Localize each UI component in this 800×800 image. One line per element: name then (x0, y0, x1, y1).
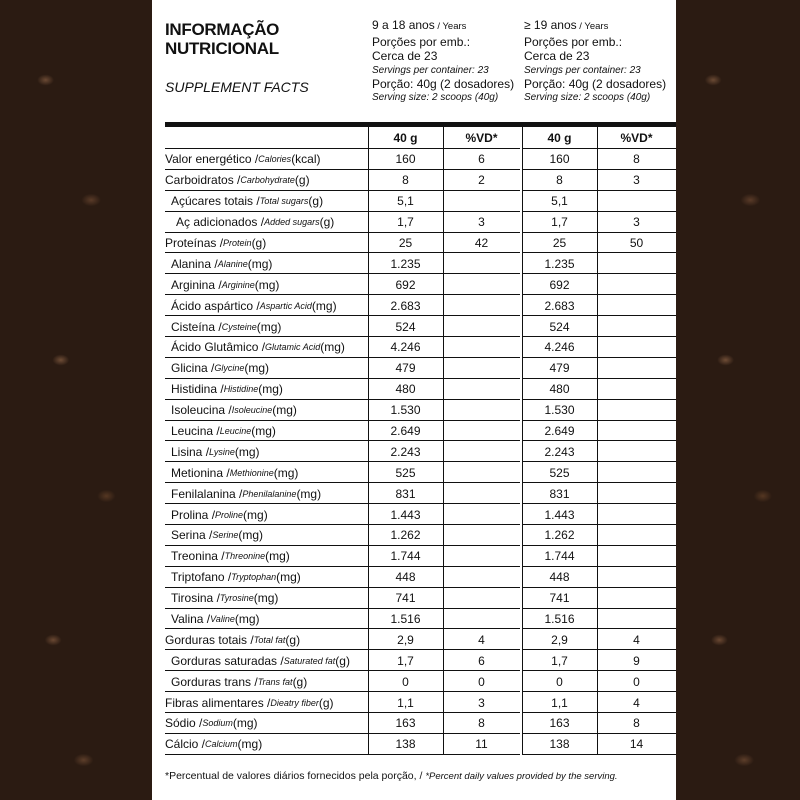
nutrient-name (165, 671, 374, 692)
table-row (165, 483, 676, 504)
nutrient-unit: (mg) (253, 591, 279, 606)
amount-9-18: 1.262 (390, 528, 421, 543)
nutrient-name-pt: Cisteína / (171, 319, 222, 334)
nutrient-name-en: Isoleucine (231, 405, 273, 416)
nutrient-name-pt: Cálcio / (165, 737, 206, 752)
nutrient-unit: (mg) (234, 612, 260, 627)
amount-header: 40 g (547, 131, 572, 145)
amount-9-18: 1.443 (390, 507, 421, 522)
vd-19-plus: 0 (633, 674, 640, 689)
nutrient-name-pt: Triptofano / (171, 570, 232, 585)
amount-9-18: 138 (395, 737, 416, 752)
vd-9-18: 3 (478, 695, 485, 710)
amount-9-18: 741 (395, 591, 416, 606)
vd-19-plus (597, 546, 676, 567)
amount-9-18: 480 (395, 382, 416, 397)
vd-9-18 (443, 567, 520, 588)
amount-header: 40 g (393, 131, 418, 145)
vd-19-plus: 8 (633, 716, 640, 731)
amount-19-plus: 692 (549, 277, 570, 292)
amount-9-18: 5,1 (397, 194, 414, 209)
amount-9-18: 525 (395, 465, 416, 480)
nutrient-name-en: Histidine (223, 384, 259, 395)
vd-9-18 (443, 462, 520, 483)
nutrient-name-en: Calories (258, 154, 292, 165)
amount-19-plus: 1,7 (551, 215, 568, 230)
vd-9-18 (443, 588, 520, 609)
nutrient-name-pt: Sódio / (165, 716, 203, 731)
nutrient-name (165, 337, 374, 358)
nutrient-name-pt: Aç adicionados / (176, 215, 265, 230)
vd-19-plus (597, 337, 676, 358)
nutrient-name-en: Valine (210, 614, 235, 625)
nutrient-unit: (mg) (247, 256, 273, 271)
amount-19-plus: 1,7 (551, 653, 568, 668)
nutrient-unit: (g) (319, 215, 335, 230)
column-divider (368, 127, 369, 755)
vd-header: %VD* (620, 131, 653, 145)
nutrient-name (165, 191, 374, 212)
vd-19-plus: 14 (629, 737, 644, 752)
serving-size-en: Serving size: 2 scoops (40g) (372, 92, 499, 103)
nutrient-name (165, 170, 368, 191)
nutrient-name-pt: Leucina / (171, 424, 220, 439)
vd-9-18 (443, 358, 520, 379)
nutrient-name-pt: Proteínas / (165, 236, 224, 250)
age-range: ≥ 19 anos (524, 18, 577, 32)
amount-19-plus: 1.235 (544, 256, 575, 271)
nutrient-name-pt: Gorduras saturadas / (171, 653, 284, 668)
amount-19-plus: 25 (552, 236, 567, 250)
table-row (165, 295, 676, 316)
table-row (165, 379, 676, 400)
vd-9-18 (443, 295, 520, 316)
nutrient-name-pt: Valina / (171, 612, 211, 627)
nutrient-name-en: Alanine (217, 258, 248, 269)
nutrient-name-en: Trans fat (257, 676, 293, 687)
vd-19-plus (597, 400, 676, 421)
nutrient-name-en: Calcium (205, 739, 238, 750)
nutrient-name-en: Total fat (253, 634, 286, 645)
amount-19-plus: 2,9 (551, 632, 568, 647)
vd-9-18 (443, 400, 520, 421)
vd-19-plus (597, 609, 676, 630)
vd-9-18: 0 (478, 674, 485, 689)
amount-9-18: 4.246 (390, 340, 421, 355)
nutrient-unit: (mg) (243, 507, 268, 522)
vd-9-18: 8 (478, 716, 485, 731)
nutrient-name (165, 692, 368, 713)
nutrient-unit: (mg) (265, 549, 290, 564)
amount-19-plus: 5,1 (551, 194, 568, 209)
nutrient-name (165, 441, 374, 462)
amount-9-18: 2.649 (390, 424, 421, 439)
portions-value: Cerca de 23 (372, 49, 438, 63)
nutrient-name-en: Total sugars (259, 196, 309, 207)
amount-19-plus: 1.530 (544, 403, 575, 418)
vd-9-18 (443, 504, 520, 525)
nutrient-name (165, 379, 374, 400)
nutrient-unit: (kcal) (291, 152, 321, 167)
nutrient-name-en: Added sugars (264, 217, 320, 228)
nutrient-unit: (g) (318, 695, 334, 710)
table-row (165, 650, 676, 671)
nutrient-unit: (mg) (238, 528, 264, 543)
amount-9-18: 1.744 (390, 549, 421, 564)
vd-19-plus (597, 421, 676, 442)
nutrition-header (152, 0, 676, 124)
nutrient-name (165, 233, 368, 254)
table-row (165, 504, 676, 525)
portions-value: Cerca de 23 (524, 49, 590, 63)
vd-9-18: 42 (474, 236, 489, 250)
vd-19-plus (597, 295, 676, 316)
nutrient-name-en: Tyrosine (219, 593, 254, 604)
table-row (165, 713, 676, 734)
vd-19-plus (597, 441, 676, 462)
nutrient-name (165, 650, 374, 671)
table-row (165, 191, 676, 212)
nutrient-name-en: Cysteine (221, 321, 257, 332)
nutrient-name-en: Leucine (219, 426, 252, 437)
nutrient-unit: (g) (335, 653, 350, 668)
amount-19-plus: 2.683 (544, 298, 575, 313)
nutrient-unit: (g) (294, 173, 310, 188)
footnote (165, 770, 618, 782)
nutrient-unit: (mg) (311, 298, 337, 313)
nutrient-name-en: Saturated fat (283, 655, 336, 666)
amount-9-18: 0 (402, 674, 409, 689)
amount-9-18: 831 (395, 486, 416, 501)
amount-19-plus: 1.744 (544, 549, 575, 564)
nutrient-unit: (mg) (254, 277, 280, 292)
vd-9-18 (443, 274, 520, 295)
nutrient-name (165, 567, 374, 588)
table-row (165, 525, 676, 546)
nutrient-name-en: Carbohydrate (240, 175, 295, 186)
nutrient-name-pt: Prolina / (171, 507, 216, 522)
nutrient-unit: (mg) (296, 486, 322, 501)
vd-19-plus: 50 (629, 236, 644, 250)
amount-9-18: 1,7 (397, 215, 414, 230)
vd-19-plus (597, 274, 676, 295)
servings-en: Servings per container: 23 (524, 64, 641, 76)
amount-19-plus: 2.243 (544, 444, 575, 459)
table-row (165, 233, 676, 254)
amount-9-18: 163 (395, 716, 416, 731)
amount-9-18: 2.243 (390, 444, 421, 459)
column-header-9-18 (372, 18, 514, 104)
vd-19-plus: 4 (633, 695, 640, 710)
age-range: 9 a 18 anos (372, 18, 435, 32)
amount-19-plus: 480 (549, 382, 570, 397)
amount-9-18: 25 (398, 236, 413, 250)
nutrient-unit: (mg) (256, 319, 282, 334)
vd-9-18 (443, 316, 520, 337)
amount-19-plus: 1.516 (544, 612, 575, 627)
vd-9-18 (443, 525, 520, 546)
nutrient-name-pt: Carboidratos / (165, 173, 241, 188)
nutrient-name (165, 316, 374, 337)
nutrient-name-en: Glycine (214, 363, 245, 374)
age-range-en: / Years (434, 21, 467, 32)
table-row (165, 149, 676, 170)
nutrient-name-en: Protein (223, 238, 252, 248)
vd-9-18 (443, 379, 520, 400)
vd-19-plus (597, 379, 676, 400)
nutrient-unit: (mg) (273, 465, 299, 480)
table-row (165, 629, 676, 650)
amount-9-18: 524 (395, 319, 416, 334)
amount-19-plus: 4.246 (544, 340, 575, 355)
nutrition-panel (152, 0, 676, 800)
nutrient-name-pt: Fibras alimentares / (165, 695, 271, 710)
nutrient-name-pt: Tirosina / (171, 591, 220, 606)
nutrient-unit: (mg) (244, 361, 270, 376)
nutrient-name (165, 546, 374, 567)
nutrient-name (165, 734, 368, 755)
nutrient-name (165, 483, 374, 504)
nutrient-name (165, 525, 374, 546)
table-row (165, 462, 676, 483)
table-header-row (165, 127, 676, 149)
vd-19-plus: 3 (633, 215, 640, 230)
table-row (165, 170, 676, 191)
column-header-19-plus (524, 18, 666, 104)
nutrient-name-pt: Histidina / (171, 382, 224, 397)
amount-19-plus: 524 (549, 319, 570, 334)
table-row (165, 609, 676, 630)
age-range-en: / Years (576, 21, 609, 32)
vd-9-18 (443, 253, 520, 274)
amount-19-plus: 1.443 (544, 507, 575, 522)
table-row (165, 212, 676, 233)
nutrient-unit: (mg) (251, 424, 276, 439)
nutrient-unit: (mg) (234, 444, 260, 459)
background-coffee-right (676, 0, 800, 800)
table-row (165, 567, 676, 588)
vd-9-18 (443, 421, 520, 442)
portion-size: Porção: 40g (2 dosadores) (524, 76, 667, 91)
nutrient-name-en: Dieatry fiber (270, 697, 319, 708)
servings-en: Servings per container: 23 (372, 64, 489, 76)
table-row (165, 358, 676, 379)
nutrient-unit: (mg) (237, 737, 263, 752)
vd-19-plus (597, 483, 676, 504)
nutrient-name (165, 253, 374, 274)
vd-9-18: 2 (478, 173, 485, 188)
amount-9-18: 692 (395, 277, 416, 292)
nutrient-name (165, 400, 374, 421)
nutrient-name-pt: Metionina / (171, 465, 230, 480)
column-divider (522, 127, 523, 755)
amount-9-18: 1.516 (390, 612, 421, 627)
nutrient-unit: (g) (285, 632, 301, 647)
column-divider (443, 127, 444, 755)
nutrient-name-en: Lysine (209, 446, 235, 457)
amount-19-plus: 525 (549, 465, 570, 480)
nutrient-name-pt: Gorduras totais / (165, 632, 254, 647)
table-row (165, 692, 676, 713)
table-row (165, 274, 676, 295)
vd-header: %VD* (465, 131, 498, 145)
vd-19-plus: 4 (633, 632, 640, 647)
serving-size-en: Serving size: 2 scoops (40g) (524, 92, 651, 103)
amount-9-18: 1.530 (390, 403, 421, 418)
nutrient-name (165, 358, 374, 379)
nutrient-name-pt: Ácido aspártico / (171, 298, 260, 313)
vd-9-18 (443, 337, 520, 358)
nutrient-unit: (mg) (258, 382, 283, 397)
nutrient-unit: (g) (308, 194, 324, 209)
table-row (165, 441, 676, 462)
vd-19-plus: 3 (633, 173, 640, 188)
nutrient-name-en: Aspartic Acid (259, 300, 312, 311)
vd-19-plus (597, 567, 676, 588)
amount-9-18: 1,7 (397, 653, 414, 668)
nutrient-name-en: Phenilalanine (242, 488, 297, 499)
nutrient-name (165, 629, 368, 650)
nutrient-name-pt: Arginina / (171, 277, 222, 292)
nutrient-name-pt: Fenilalanina / (171, 486, 243, 501)
vd-19-plus (597, 525, 676, 546)
table-row (165, 337, 676, 358)
table-row (165, 734, 676, 755)
table-row (165, 421, 676, 442)
nutrient-name-en: Tryptophan (231, 572, 277, 583)
vd-9-18 (443, 609, 520, 630)
nutrient-name-pt: Ácido Glutâmico / (171, 340, 266, 355)
portions-label: Porções por emb.: (524, 34, 623, 49)
amount-9-18: 448 (395, 570, 416, 585)
nutrient-name-en: Sodium (202, 718, 233, 729)
vd-9-18 (443, 191, 520, 212)
nutrient-name (165, 462, 374, 483)
nutrient-name-en: Serine (212, 530, 239, 541)
amount-19-plus: 0 (556, 674, 563, 689)
nutrient-unit: (mg) (272, 403, 297, 418)
vd-19-plus (597, 253, 676, 274)
amount-9-18: 160 (395, 152, 416, 167)
table-row (165, 546, 676, 567)
supplement-facts-subtitle: SUPPLEMENT FACTS (165, 79, 309, 95)
vd-19-plus (597, 191, 676, 212)
table-row (165, 588, 676, 609)
nutrient-name (165, 295, 374, 316)
nutrition-table (165, 127, 676, 755)
nutrient-unit: (g) (292, 674, 308, 689)
column-gap (520, 127, 522, 755)
nutrient-name-en: Proline (215, 509, 244, 520)
nutrient-name-pt: Valor energético / (165, 152, 259, 167)
vd-19-plus: 8 (633, 152, 640, 167)
amount-19-plus: 8 (556, 173, 563, 188)
nutrient-unit: (g) (251, 236, 267, 250)
nutrient-name-pt: Serina / (171, 528, 213, 543)
table-row (165, 253, 676, 274)
row-divider (165, 754, 676, 755)
nutrient-unit: (mg) (232, 716, 258, 731)
amount-19-plus: 831 (549, 486, 570, 501)
nutrient-name-pt: Açúcares totais / (171, 194, 260, 209)
vd-19-plus (597, 316, 676, 337)
table-row (165, 671, 676, 692)
nutrient-name-pt: Isoleucina / (171, 403, 232, 418)
nutrient-name (165, 609, 374, 630)
vd-9-18 (443, 441, 520, 462)
amount-19-plus: 479 (549, 361, 570, 376)
column-divider (597, 127, 598, 755)
background-coffee-left (0, 0, 152, 800)
portions-label: Porções por emb.: (372, 34, 471, 49)
nutrient-name-en: Arginine (221, 279, 255, 290)
amount-19-plus: 741 (549, 591, 570, 606)
nutrient-name-pt: Gorduras trans / (171, 674, 258, 689)
nutrition-title: INFORMAÇÃO NUTRICIONAL (165, 20, 280, 58)
vd-19-plus (597, 462, 676, 483)
amount-9-18: 1.235 (390, 256, 421, 271)
nutrient-unit: (mg) (320, 340, 345, 355)
amount-9-18: 1,1 (397, 695, 414, 710)
vd-19-plus: 9 (633, 653, 640, 668)
amount-9-18: 2.683 (390, 298, 421, 313)
vd-9-18: 6 (478, 152, 485, 167)
amount-19-plus: 163 (549, 716, 570, 731)
portion-size: Porção: 40g (2 dosadores) (372, 76, 515, 91)
vd-9-18: 11 (475, 737, 488, 752)
vd-19-plus (597, 504, 676, 525)
amount-19-plus: 138 (549, 737, 570, 752)
amount-19-plus: 2.649 (544, 424, 575, 439)
amount-19-plus: 1.262 (544, 528, 575, 543)
nutrient-name (165, 421, 374, 442)
amount-9-18: 8 (402, 173, 409, 188)
amount-9-18: 2,9 (397, 632, 414, 647)
amount-19-plus: 160 (549, 152, 570, 167)
vd-19-plus (597, 358, 676, 379)
nutrient-name (165, 274, 374, 295)
footnote-en: *Percent daily values provided by the serving. (425, 771, 618, 782)
footnote-pt: *Percentual de valores diários fornecidos pela porção, / (165, 770, 426, 782)
vd-9-18: 4 (478, 632, 485, 647)
amount-9-18: 479 (395, 361, 416, 376)
amount-19-plus: 1,1 (551, 695, 568, 710)
nutrient-unit: (mg) (276, 570, 301, 585)
amount-19-plus: 448 (549, 570, 570, 585)
nutrient-name-en: Threonine (224, 551, 266, 562)
vd-19-plus (597, 588, 676, 609)
table-row (165, 316, 676, 337)
nutrient-name (165, 713, 368, 734)
vd-9-18 (443, 483, 520, 504)
nutrient-name-pt: Lisina / (171, 444, 210, 459)
nutrient-name (165, 504, 374, 525)
vd-9-18: 3 (478, 215, 485, 230)
nutrient-name-en: Methionine (229, 467, 274, 478)
nutrient-name-en: Glutamic Acid (265, 342, 321, 353)
nutrient-name (165, 212, 379, 233)
table-row (165, 400, 676, 421)
nutrient-name (165, 149, 368, 170)
nutrient-name-pt: Glicina / (171, 361, 215, 376)
vd-9-18 (443, 546, 520, 567)
nutrient-name (165, 588, 374, 609)
nutrient-name-pt: Treonina / (171, 549, 225, 564)
vd-9-18: 6 (478, 653, 485, 668)
nutrient-name-pt: Alanina / (171, 256, 218, 271)
